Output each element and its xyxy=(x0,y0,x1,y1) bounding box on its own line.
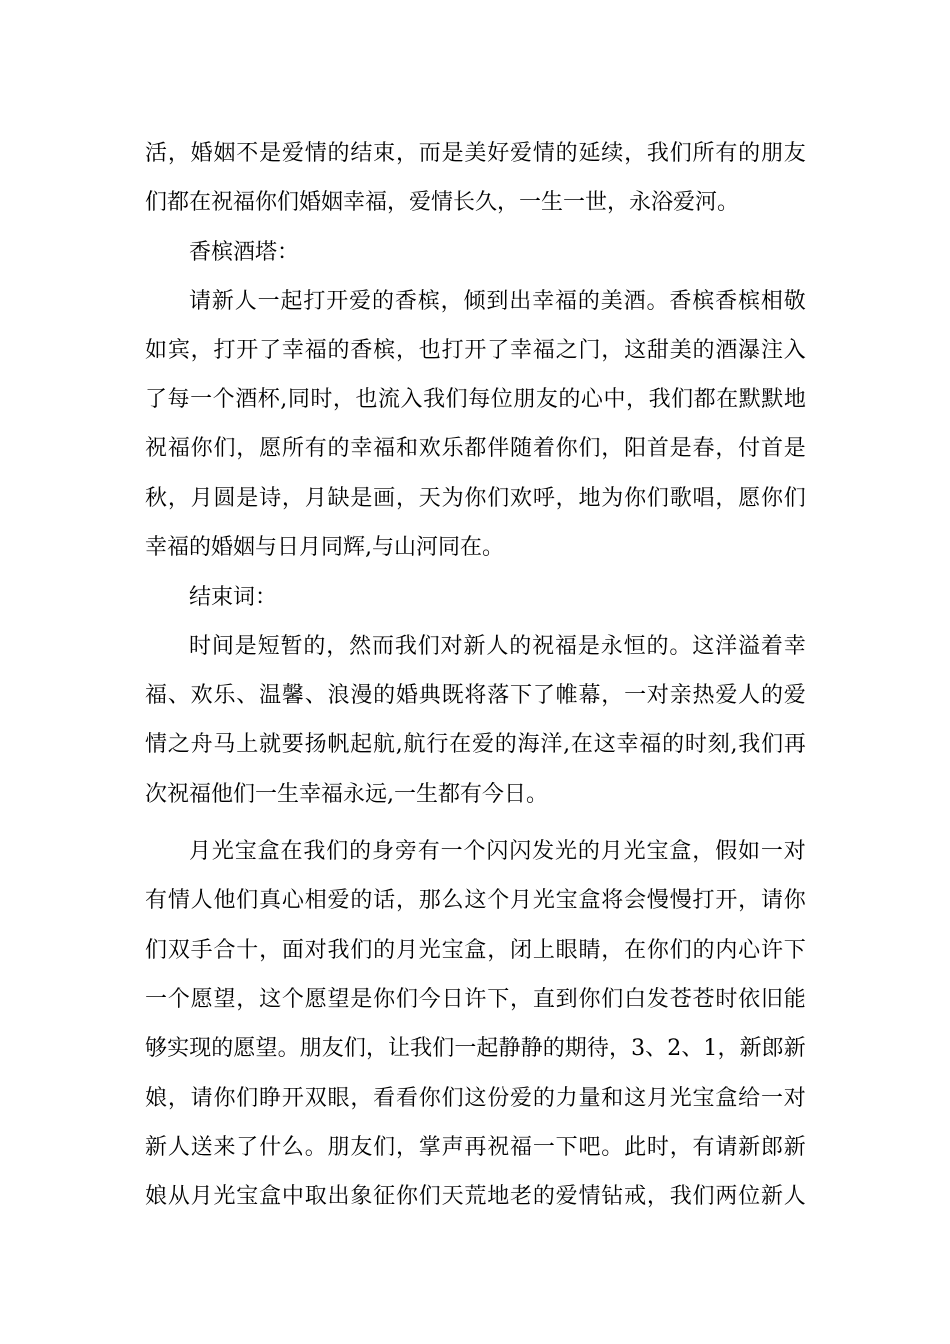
paragraph-4-line-3: 们 双 手 合 十 ， 面 对 我 们 的 月 光 宝 盒 ， 闭 上 眼 睛 ， 在 你 们 的 内 心 许 下 xyxy=(145,938,806,963)
paragraph-2-line-4: 祝 福 你 们 ， 愿 所 有 的 幸 福 和 欢 乐 都 伴 随 着 你 们 ， 阳 首 是 春 ， 付 首 是 xyxy=(145,436,806,461)
paragraph-2-line-3: 了 每 一 个 酒 杯 , 同 时 ， 也 流 入 我 们 每 位 朋 友 的 心 中 ， 我 们 都 在 默 默 地 xyxy=(145,387,806,412)
paragraph-4-line-6: 娘 ， 请 你 们 睁 开 双 眼 ， 看 看 你 们 这 份 爱 的 力 量 和 这 月 光 宝 盒 给 一 对 xyxy=(145,1086,806,1111)
paragraph-2-line-2: 如 宾 ， 打 开 了 幸 福 的 香 槟 ， 也 打 开 了 幸 福 之 门 ， 这 甜 美 的 酒 瀑 注 入 xyxy=(145,338,806,363)
heading-champagne-tower: 香槟酒塔： xyxy=(189,240,300,265)
paragraph-4-line-2: 有 情 人 他 们 真 心 相 爱 的 话 ， 那 么 这 个 月 光 宝 盒 将 会 慢 慢 打 开 ， 请 你 xyxy=(145,888,806,913)
paragraph-4-line-7: 新 人 送 来 了 什 么 。 朋 友 们 ， 掌 声 再 祝 福 一 下 吧 。 此 时 ， 有 请 新 郎 新 xyxy=(145,1135,806,1160)
paragraph-1-line-2: 们都在祝福你们婚姻幸福，爱情长久，一生一世，永浴爱河。 xyxy=(145,190,740,215)
paragraph-3-line-3: 情 之 舟 马 上 就 要 扬 帆 起 航 , 航 行 在 爱 的 海 洋 , 在 这 幸 福 的 时 刻 , 我 们 再 xyxy=(145,732,806,757)
paragraph-2-line-1: 请 新 人 一 起 打 开 爱 的 香 槟 ， 倾 到 出 幸 福 的 美 酒 。 香 槟 香 槟 相 敬 xyxy=(189,289,806,314)
paragraph-3-line-1: 时 间 是 短 暂 的 ， 然 而 我 们 对 新 人 的 祝 福 是 永 恒 的 。 这 洋 溢 着 幸 xyxy=(189,634,806,659)
heading-closing-words: 结束词： xyxy=(189,585,278,610)
paragraph-1-line-1: 活 ， 婚 姻 不 是 爱 情 的 结 束 ， 而 是 美 好 爱 情 的 延 续 ， 我 们 所 有 的 朋 友 xyxy=(145,141,806,166)
paragraph-4-line-5: 够 实 现 的 愿 望 。 朋 友 们 ， 让 我 们 一 起 静 静 的 期 待 ， 3 、 2 、 1 ， 新 郎 新 xyxy=(145,1036,806,1061)
paragraph-4-line-8: 娘 从 月 光 宝 盒 中 取 出 象 征 你 们 天 荒 地 老 的 爱 情 钻 戒 ， 我 们 两 位 新 人 xyxy=(145,1184,806,1209)
paragraph-2-line-5: 秋 ， 月 圆 是 诗 ， 月 缺 是 画 ， 天 为 你 们 欢 呼 ， 地 为 你 们 歌 唱 ， 愿 你 们 xyxy=(145,486,806,511)
paragraph-3-line-4: 次祝福他们一生幸福永远,一生都有今日。 xyxy=(145,782,548,807)
paragraph-4-line-4: 一 个 愿 望 ， 这 个 愿 望 是 你 们 今 日 许 下 ， 直 到 你 们 白 发 苍 苍 时 依 旧 能 xyxy=(145,987,806,1012)
paragraph-3-line-2: 福 、 欢 乐 、 温 馨 、 浪 漫 的 婚 典 既 将 落 下 了 帷 幕 ， 一 对 亲 热 爱 人 的 爱 xyxy=(145,683,806,708)
paragraph-2-line-6: 幸福的婚姻与日月同辉,与山河同在。 xyxy=(145,535,504,560)
paragraph-4-line-1: 月 光 宝 盒 在 我 们 的 身 旁 有 一 个 闪 闪 发 光 的 月 光 宝 盒 ， 假 如 一 对 xyxy=(189,839,806,864)
